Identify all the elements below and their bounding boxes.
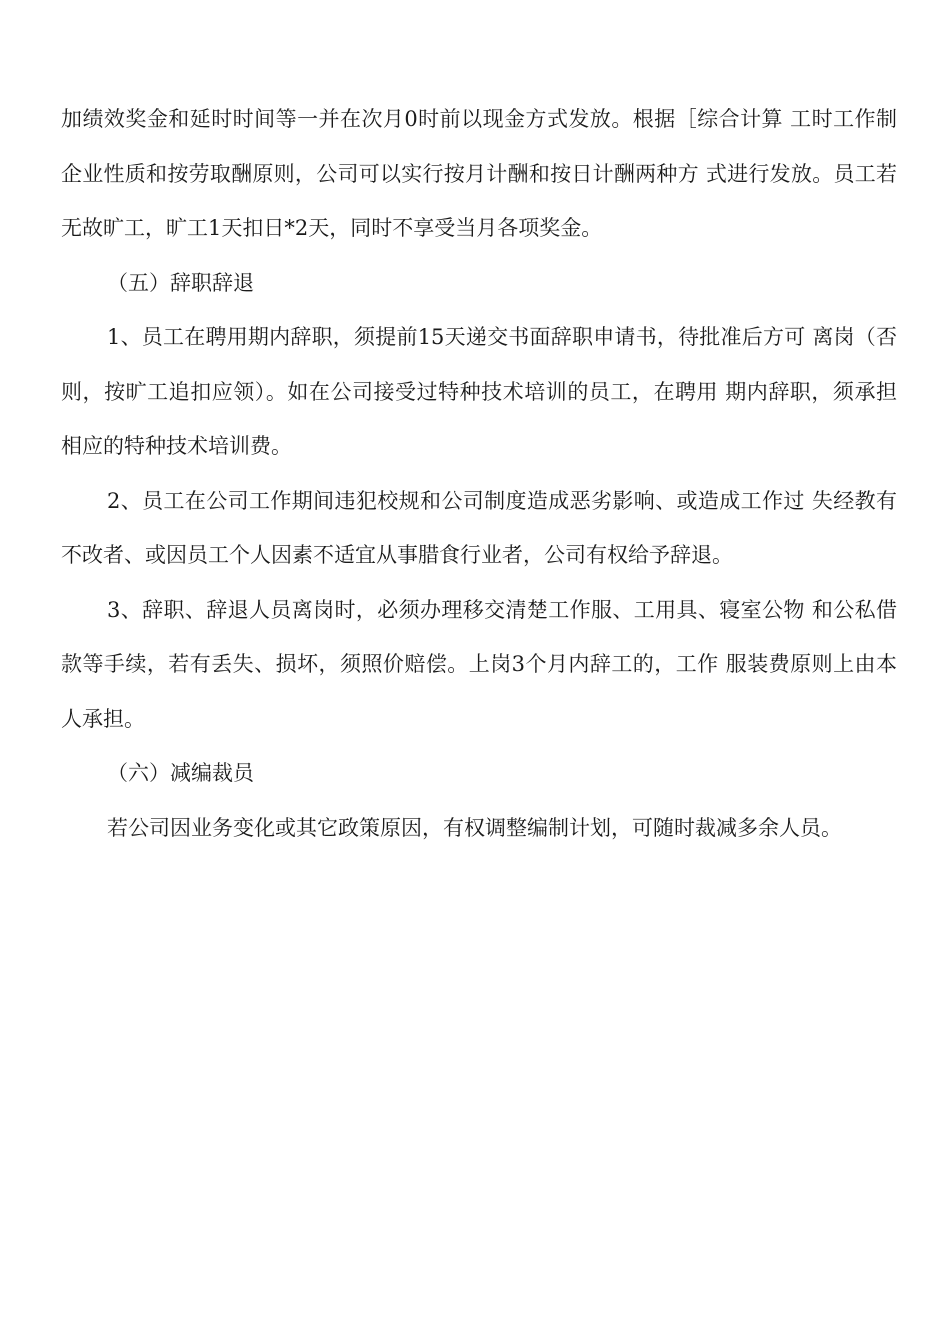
section-heading-layoff: （六）减编裁员 — [107, 761, 254, 785]
paragraph-layoff-1: 若公司因业务变化或其它政策原因，有权调整编制计划，可随时裁减多余人员。 — [107, 815, 842, 840]
paragraph-resignation-3: 3、辞职、辞退人员离岗时，必须办理移交清楚工作服、工用具、寝室公物 和公私借款等手续，若有丢失、损坏，须照价赔偿。上岗3个月内辞工的，工作 服装费原则上由本人承担。 — [61, 597, 897, 731]
paragraph-resignation-1: 1、员工在聘用期内辞职，须提前15天递交书面辞职申请书，待批准后方可 离岗（否则，按旷工追扣应领）。如在公司接受过特种技术培训的员工，在聘用 期内辞职，须承担相应的特种技术培训费。 — [61, 325, 897, 458]
paragraph-salary-payment: 加绩效奖金和延时时间等一并在次月0时前以现金方式发放。根据［综合计算 工时工作制企业性质和按劳取酬原则，公司可以实行按月计酬和按日计酬两种方 式进行发放。员工若无故旷工，旷工1天扣日*2天，同时不享受当月各项奖金。 — [61, 107, 897, 240]
document-body — [61, 92, 897, 855]
paragraph-resignation-2: 2、员工在公司工作期间违犯校规和公司制度造成恶劣影响、或造成工作过 失经教有不改者、或因员工个人因素不适宜从事腊食行业者，公司有权给予辞退。 — [61, 488, 897, 567]
section-heading-resignation: （五）辞职辞退 — [107, 270, 254, 295]
